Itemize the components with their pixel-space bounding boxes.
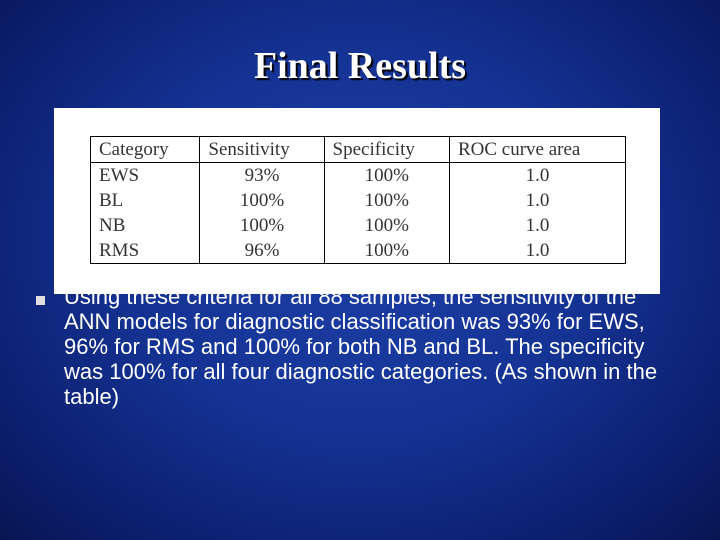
cell-category: BL bbox=[91, 188, 200, 213]
table-row bbox=[91, 188, 626, 213]
cell-sensitivity: 100% bbox=[200, 188, 324, 213]
cell-category: NB bbox=[91, 213, 200, 238]
results-table bbox=[90, 136, 626, 264]
header-sensitivity: Sensitivity bbox=[200, 137, 324, 163]
cell-sensitivity: 93% bbox=[200, 163, 324, 189]
cell-specificity: 100% bbox=[324, 238, 449, 264]
cell-roc-area: 1.0 bbox=[449, 188, 625, 213]
cell-specificity: 100% bbox=[324, 213, 449, 238]
results-table-image bbox=[54, 108, 660, 294]
header-category: Category bbox=[91, 137, 200, 163]
cell-roc-area: 1.0 bbox=[449, 238, 625, 264]
cell-category: EWS bbox=[91, 163, 200, 189]
cell-sensitivity: 100% bbox=[200, 213, 324, 238]
table-row bbox=[91, 238, 626, 264]
cell-roc-area: 1.0 bbox=[449, 213, 625, 238]
cell-sensitivity: 96% bbox=[200, 238, 324, 264]
header-specificity: Specificity bbox=[324, 137, 449, 163]
header-roc-area: ROC curve area bbox=[449, 137, 625, 163]
cell-specificity: 100% bbox=[324, 188, 449, 213]
table-header-row bbox=[91, 137, 626, 163]
square-bullet-icon bbox=[36, 296, 45, 305]
bullet-text: Using these criteria for all 88 samples, the sensitivity of the ANN models for diagnostic classification was 93% for EWS, 96% for RMS and 100% for both NB and BL. The specificity was 100% for all four diagnostic categories. (As shown in the table) bbox=[64, 284, 658, 409]
cell-roc-area: 1.0 bbox=[449, 163, 625, 189]
cell-category: RMS bbox=[91, 238, 200, 264]
table-row bbox=[91, 213, 626, 238]
cell-specificity: 100% bbox=[324, 163, 449, 189]
slide-title: Final Results bbox=[253, 45, 467, 87]
table-row bbox=[91, 163, 626, 189]
